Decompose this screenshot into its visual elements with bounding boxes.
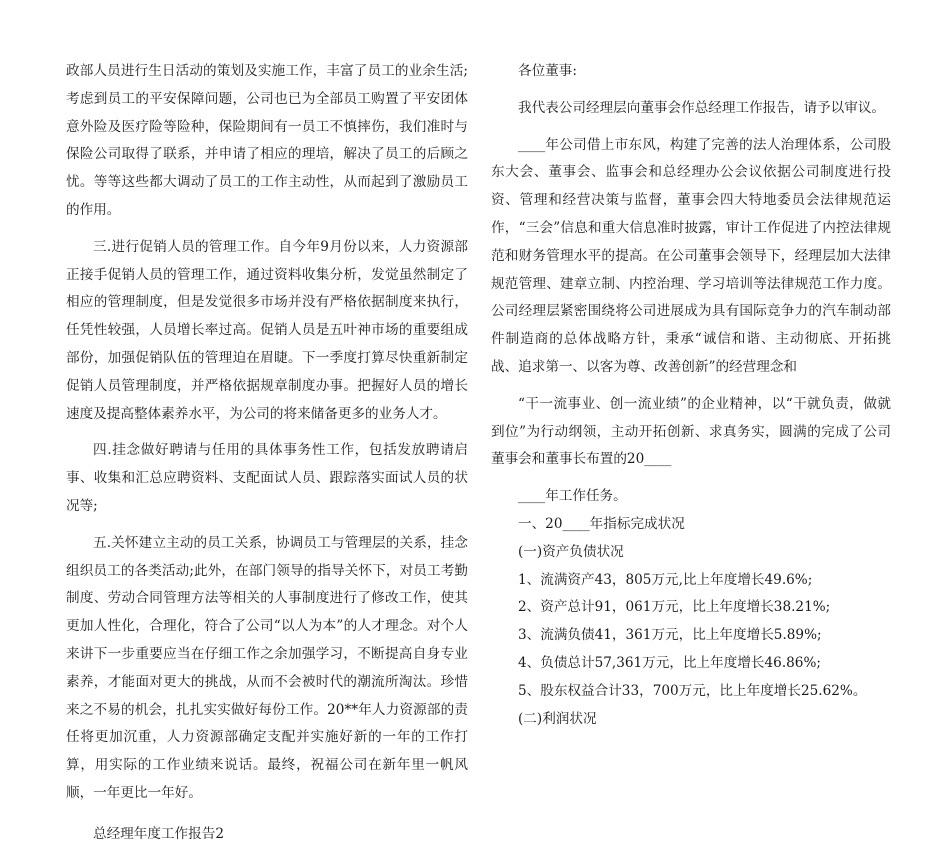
list-item-total-assets: 2、资产总计91，061万元，比上年度增长38.21%;	[518, 599, 831, 616]
salutation: 各位董事:	[518, 63, 577, 79]
right-column	[491, 58, 891, 733]
paragraph-promoter-management: 三.进行促销人员的管理工作。自今年9月份以来，人力资源部正接手促销人员的管理工作，通过资料收集分析，发觉虽然制定了相应的管理制度，但是发觉很多市场并没有严格依据制度来执行，任凭性较强，人员增长率过高。促销人员是五叶神市场的重要组成部份，加强促销队伍的管理迫在眉睫。下一季度打算尽快重新制定促销人员管理制度，并严格依据规章制度办事。把握好人员的增长速度及提高整体素养水平，为公司的将来储备更多的业务人才。	[66, 238, 468, 422]
paragraph-recruitment: 四.挂念做好聘请与任用的具体事务性工作，包括发放聘请启事、收集和汇总应聘资料、支配面试人员、跟踪落实面试人员的状况等;	[66, 442, 468, 514]
list-item-equity: 5、股东权益合计33，700万元，比上年度增长25.62%。	[518, 682, 867, 699]
list-item-total-liabilities: 4、负债总计57,361万元，比上年度增长46.86%;	[518, 654, 821, 671]
section-heading-indicators: 一、20____年指标完成状况	[518, 515, 685, 532]
paragraph-employee-relations: 五.关怀建立主动的员工关系，协调员工与管理层的关系，挂念组织员工的各类活动;此外，在部门领导的指导关怀下，对员工考勤制度、劳动合同管理方法等相关的人事制度进行了修改工作，使其更加人性化，合理化，符合了公司“以人为本”的人才理念。对个人来讲下一步重要应当在仔细工作之余加强学习，不断提高自身专业素养，才能面对更大的挑战，从而不会被时代的潮流所淘汰。珍惜来之不易的机会，扎扎实实做好每份工作。20**年人力资源部的责任将更加沉重，人力资源部确定支配并实施好新的一年的工作打算，用实际的工作业绩来说话。最终，祝福公司在新年里一帆风顺，一年更比一年好。	[66, 534, 468, 801]
left-column	[66, 58, 468, 849]
intro-line: 我代表公司经理层向董事会作总经理工作报告，请予以审议。	[518, 99, 886, 116]
subsection-heading-profit: (二)利润状况	[518, 710, 597, 727]
paragraph-enterprise-spirit: “干一流事业、创一流业绩”的企业精神，以“干就负责，做就到位”为行动纲领，主动开拓创新、求真务实，圆满的完成了公司董事会和董事长布置的20____	[491, 395, 891, 468]
list-item-current-liabilities: 3、流满负债41，361万元，比上年度增长5.89%;	[518, 627, 822, 644]
paragraph-employee-benefits: 政部人员进行生日活动的策划及实施工作，丰富了员工的业余生活;考虑到员工的平安保障问题，公司也已为全部员工购置了平安团体意外险及医疗险等险种，保险期间有一员工不慎摔伤，我们准时与保险公司取得了联系，并申请了相应的理培，解决了员工的后顾之忧。等等这些都大调动了员工的工作主动性，从而起到了激励员工的作用。	[66, 63, 468, 218]
subsection-heading-assets: (一)资产负债状况	[518, 543, 624, 560]
task-line: ____年工作任务。	[518, 488, 627, 505]
report-title-2: 总经理年度工作报告2	[93, 825, 224, 842]
paragraph-governance: ____年公司借上市东风，构建了完善的法人治理体系，公司股东大会、董事会、监事会和总经理办公会议依据公司制度进行投资、管理和经营决策与监督，董事会四大特地委员会法律规范运作，“三会”信息和重大信息准时披露，审计工作促进了内控法律规范和财务管理水平的提高。在公司董事会领导下，经理层加大法律规范管理、建章立制、内控治理、学习培训等法律规范工作力度。公司经理层紧密围绕将公司进展成为具有国际竞争力的汽车制动部件制造商的总体战略方针，秉承“诚信和谐、主动彻底、开拓挑战、追求第一、以客为尊、改善创新”的经营理念和	[491, 136, 891, 375]
list-item-current-assets: 1、流满资产43，805万元,比上年度增长49.6%;	[518, 571, 813, 588]
